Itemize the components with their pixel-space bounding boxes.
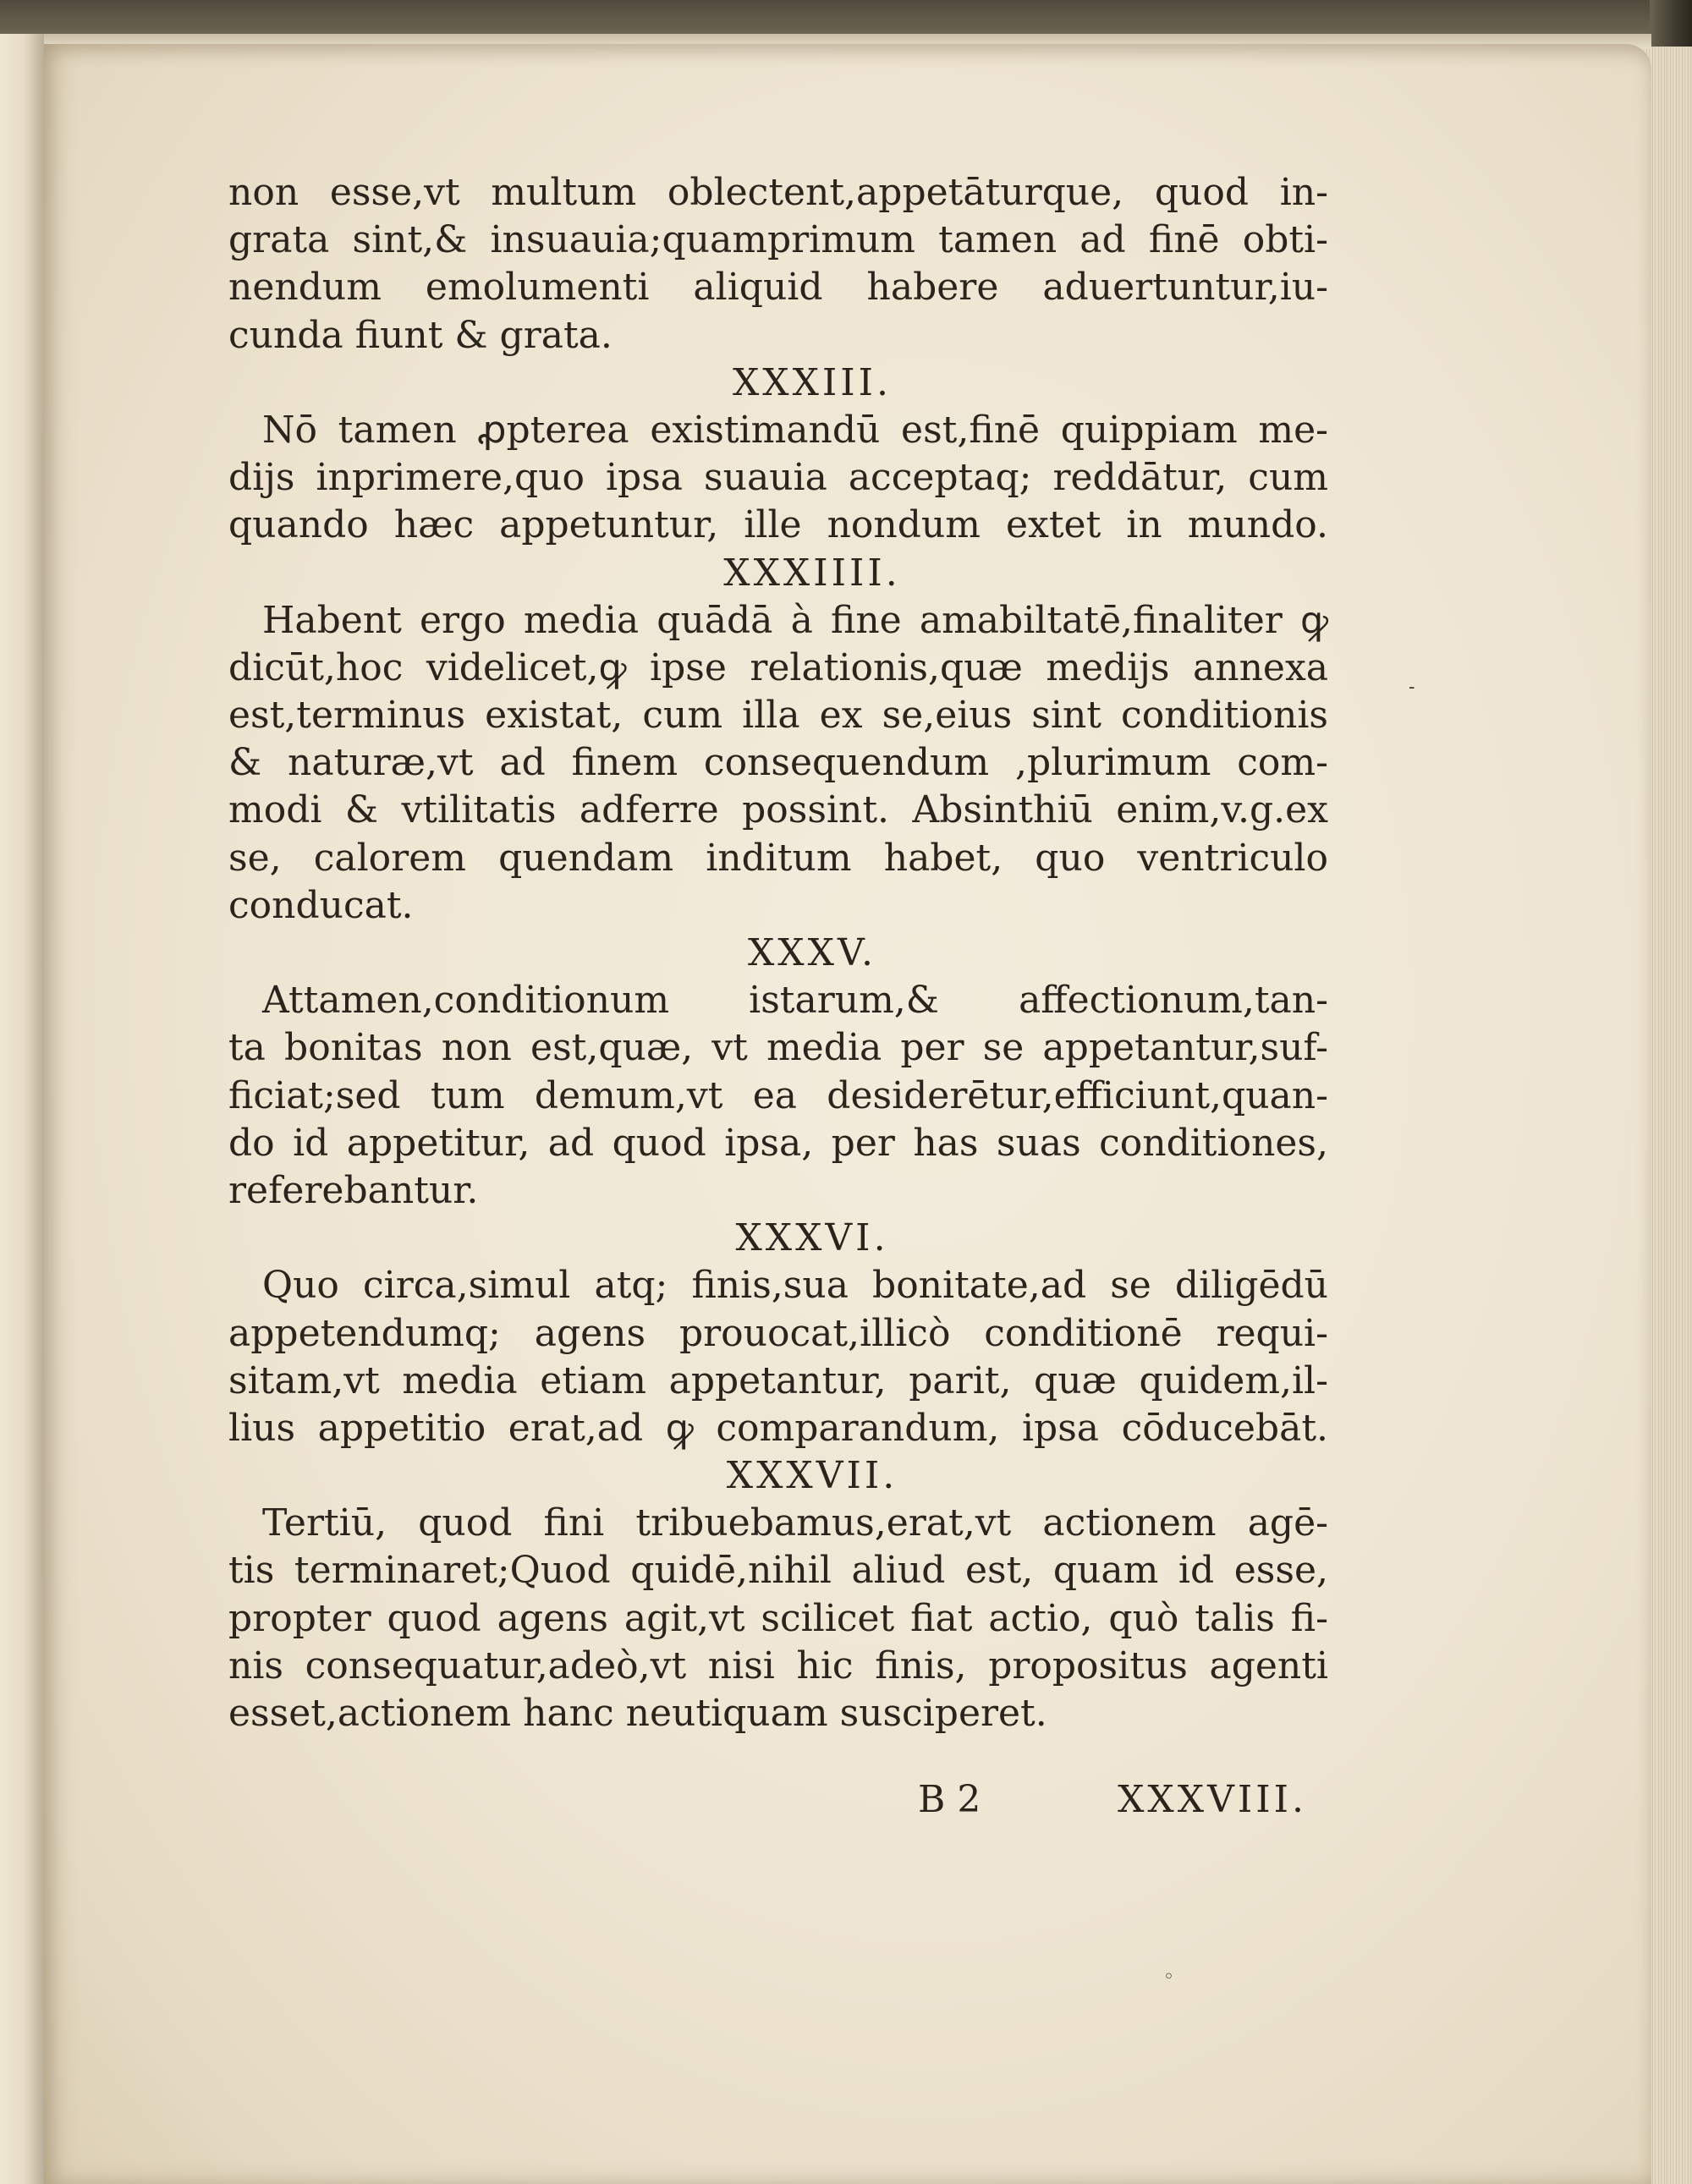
section-heading: XXXIIII. <box>723 551 901 595</box>
text-line: se, calorem quendam inditum habet, quo ventriculo <box>228 836 1328 880</box>
margin-mark: - <box>1409 677 1415 698</box>
text-line: sitam,vt media etiam appetantur, parit, quæ quidem,il- <box>228 1358 1328 1402</box>
text-line: Attamen,conditionum istarum,& affectionum,tan- <box>262 979 1328 1023</box>
catchword: XXXVIII. <box>1118 1778 1307 1821</box>
text-line: nis consequatur,adeò,vt nisi hic finis, propositus agenti <box>228 1643 1328 1687</box>
text-line: conducat. <box>228 883 414 927</box>
text-line: est,terminus existat, cum illa ex se,eius sint conditionis <box>228 694 1328 738</box>
text-line: lius appetitio erat,ad ꝙ comparandum, ipsa cōducebāt. <box>228 1406 1328 1450</box>
page-text <box>228 169 1328 1737</box>
paragraph-continuation <box>228 169 1328 359</box>
facing-page-edge <box>0 34 46 2184</box>
text-line: propter quod agens agit,vt scilicet fiat actio, quò talis fi- <box>228 1596 1328 1640</box>
text-line: nendum emolumenti aliquid habere aduertuntur,iu- <box>228 266 1328 310</box>
text-line: ta bonitas non est,quæ, vt media per se appetantur,suf- <box>228 1026 1328 1070</box>
section-heading: XXXVI. <box>735 1216 889 1260</box>
text-line: quando hæc appetuntur, ille nondum extet in mundo. <box>228 503 1328 547</box>
ink-spot: ◦ <box>1163 1967 1174 1988</box>
text-line: Habent ergo media quādā à fine amabiltatē,finaliter ꝙ <box>262 598 1328 642</box>
text-line: dijs inprimere,quo ipsa suauia acceptaq; reddātur, cum <box>228 456 1328 500</box>
section-34 <box>228 550 1328 930</box>
text-line: & naturæ,vt ad finem consequendum ,plurimum com- <box>228 741 1328 785</box>
text-line: Quo circa,simul atq; finis,sua bonitate,ad se diligēdū <box>262 1264 1328 1308</box>
text-line: grata sint,& insuauia;quamprimum tamen ad finē obti- <box>228 218 1328 262</box>
text-line: dicūt,hoc videlicet,ꝙ ipse relationis,quæ medijs annexa <box>228 645 1328 689</box>
section-heading: XXXIII. <box>732 360 893 404</box>
text-line: tis terminaret;Quod quidē,nihil aliud est, quam id esse, <box>228 1549 1328 1593</box>
section-36 <box>228 1215 1328 1452</box>
text-line: modi & vtilitatis adferre possint. Absinthiū enim,v.g.ex <box>228 788 1328 832</box>
section-33 <box>228 359 1328 550</box>
section-heading: XXXV. <box>747 931 877 974</box>
text-line: esset,actionem hanc neutiquam susciperet. <box>228 1692 1047 1735</box>
section-heading: XXXVII. <box>726 1454 898 1498</box>
text-line: Nō tamen ꝓpterea existimandū est,finē quippiam me- <box>262 408 1328 452</box>
text-line: non esse,vt multum oblectent,appetāturque, quod in- <box>228 171 1328 214</box>
text-line: Tertiū, quod fini tribuebamus,erat,vt actionem agē- <box>262 1501 1328 1545</box>
text-line: referebantur. <box>228 1168 479 1212</box>
text-line: ficiat;sed tum demum,vt ea desiderētur,efficiunt,quan- <box>228 1073 1328 1117</box>
signature-mark: B 2 <box>918 1778 981 1821</box>
text-line: cunda fiunt & grata. <box>228 313 613 357</box>
text-line: appetendumq; agens prouocat,illicò conditionē requi- <box>228 1311 1328 1355</box>
section-35 <box>228 930 1328 1215</box>
text-line: do id appetitur, ad quod ipsa, per has suas conditiones, <box>228 1121 1328 1165</box>
section-37 <box>228 1452 1328 1737</box>
page-footer <box>918 1778 1307 1829</box>
